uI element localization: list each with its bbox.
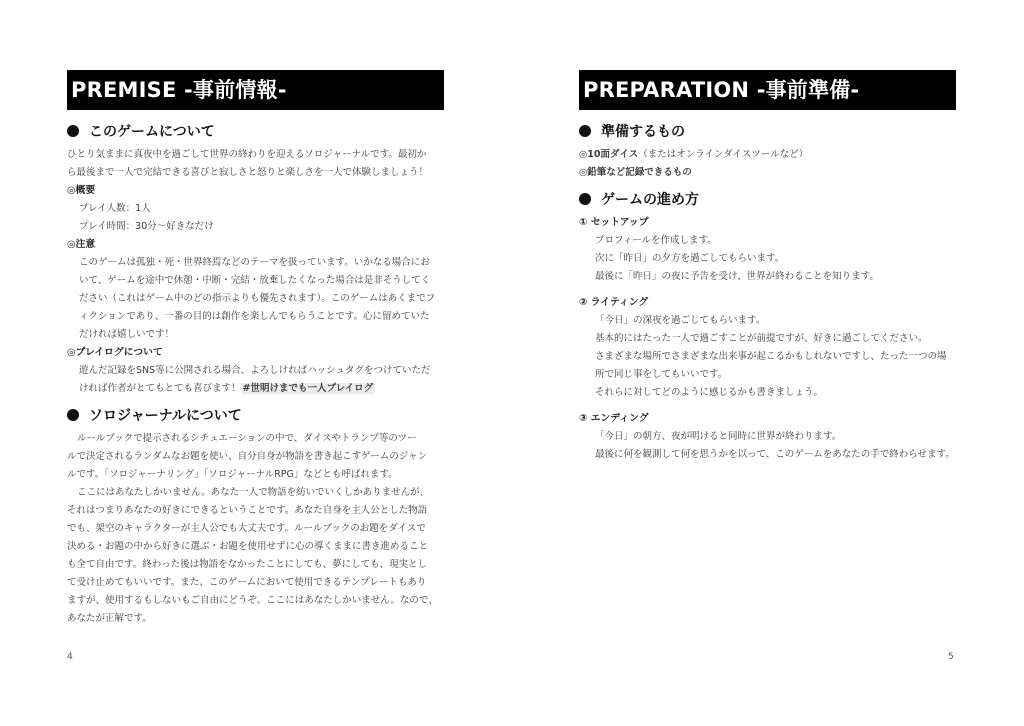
- intro-line: ひとり気ままに真夜中を過ごして世界の終わりを迎えるソロジャーナルです。最初か: [67, 149, 427, 160]
- p2-line: あなたが正解です。: [67, 613, 152, 624]
- step-line: 所で同じ事をしてもいいです。: [595, 369, 728, 380]
- step-ending-body: [579, 428, 959, 464]
- caution-paragraph: [67, 254, 447, 344]
- preparation-banner: PREPARATION -事前準備-: [579, 70, 956, 110]
- playlog-line: [79, 380, 447, 398]
- prepare-list: [579, 146, 959, 182]
- playlog-text: ければ作者がとてもとても喜びます！: [79, 383, 241, 394]
- prepare-item-dice: [579, 146, 959, 164]
- play-time: プレイ時間：30分～好きなだけ: [79, 221, 214, 232]
- p1-line: ルで決定されるランダムなお題を使い、自分自身が物語を書き起こすゲームのジャン: [67, 451, 428, 462]
- step-line: 最後に何を観測して何を思うかを以って、このゲームをあなたの手で終わらせます。: [595, 449, 955, 460]
- step-line: 次に「昨日」の夕方を過ごしてもらいます。: [595, 253, 785, 264]
- premise-banner: PREMISE -事前情報-: [67, 70, 444, 110]
- bullet-icon: [579, 193, 591, 205]
- step-writing-heading: ② ライティング: [579, 297, 649, 308]
- things-to-prepare-heading: [579, 122, 959, 142]
- intro-paragraph: [67, 146, 447, 182]
- overview-list: [67, 200, 447, 236]
- about-game-title: このゲームについて: [89, 124, 215, 140]
- hashtag: #世明けまでも一人プレイログ: [242, 383, 374, 394]
- page-number-left: 4: [67, 652, 73, 662]
- dice-item: ◎10面ダイス: [579, 149, 639, 160]
- how-to-play-title: ゲームの進め方: [601, 192, 699, 208]
- player-count: プレイ人数：1人: [79, 203, 151, 214]
- page-number-right: 5: [948, 652, 954, 662]
- left-content: [67, 122, 447, 628]
- step-setup-body: [579, 232, 959, 286]
- p2-line: 決める・お題の中から好きに選ぶ・お題を使用せずに心の導くままに書き進めること: [67, 541, 429, 552]
- dice-note: （またはオンラインダイスツールなど）: [638, 149, 809, 160]
- caution-line: だければ嬉しいです！: [79, 329, 175, 340]
- step-line: それらに対してどのように感じるかも書きましょう。: [595, 387, 824, 398]
- playlog-heading: ◎プレイログについて: [67, 347, 163, 358]
- caution-heading: ◎注意: [67, 239, 96, 250]
- p1-line: ルです。「ソロジャーナリング」「ソロジャーナルRPG」などとも呼ばれます。: [67, 469, 398, 480]
- p1-line: ルールブックで提示されるシチュエーションの中で、ダイスやトランプ等のツー: [77, 433, 417, 444]
- bullet-icon: [579, 125, 591, 137]
- right-content: [579, 122, 959, 464]
- right-page: [512, 0, 1024, 726]
- caution-line: ださい（これはゲーム中のどの指示よりも優先されます）。このゲームはあくまでフ: [79, 293, 436, 304]
- caution-line: このゲームは孤独・死・世界終焉などのテーマを扱っています。いかなる場合にお: [79, 257, 430, 268]
- bullet-icon: [67, 409, 79, 421]
- step-line: 最後に「昨日」の夜に予告を受け、世界が終わることを知ります。: [595, 271, 879, 282]
- solo-journal-paragraph-1: [67, 430, 447, 484]
- solo-journal-title: ソロジャーナルについて: [89, 408, 242, 424]
- p2-line: も全て自由です。終わった後は物語をなかったことにしても、夢にしても、現実とし: [67, 559, 428, 570]
- step-ending-heading: ③ エンディング: [579, 413, 649, 424]
- step-line: 「今日」の朝方、夜が明けると同時に世界が終わります。: [595, 431, 842, 442]
- playlog-paragraph: [67, 362, 447, 398]
- things-to-prepare-title: 準備するもの: [601, 124, 685, 140]
- prepare-item-pencil: [579, 164, 959, 182]
- intro-line: ら最後まで一人で完結できる喜びと寂しさと怒りと楽しさを一人で体験しましょう！: [67, 167, 429, 178]
- step-setup-heading: ① セットアップ: [579, 217, 649, 228]
- p2-line: ますが、使用するもしないもご自由にどうぞ。ここにはあなたしかいません。なので、: [67, 595, 438, 606]
- caution-line: ィクションであり、一番の目的は創作を楽しんでもらうことです。心に留めていた: [79, 311, 430, 322]
- p2-line: でも、架空のキャラクターが主人公でも大丈夫です。ルールブックのお題をダイスで: [67, 523, 426, 534]
- solo-journal-heading: [67, 406, 447, 426]
- about-game-heading: [67, 122, 447, 142]
- step-line: さまざまな場所でさまざまな出来事が起こるかもしれないですし、たった一つの場: [595, 351, 947, 362]
- step-line: 基本的にはたった一人で過ごすことが前提ですが、好きに過ごしてください。: [595, 333, 928, 344]
- step-line: プロフィールを作成します。: [595, 235, 717, 246]
- bullet-icon: [67, 125, 79, 137]
- pencil-item: ◎鉛筆など記録できるもの: [579, 167, 692, 178]
- caution-line: いて、ゲームを途中で休憩・中断・完結・放棄したくなった場合は是非そうしてく: [79, 275, 431, 286]
- playlog-line: 遊んだ記録をSNS等に公開される場合、よろしければハッシュタグをつけていただ: [79, 365, 431, 376]
- step-writing-body: [579, 312, 959, 402]
- overview-heading: ◎概要: [67, 185, 96, 196]
- solo-journal-paragraph-2: [67, 484, 447, 628]
- p2-line: て受け止めてもいいです。また、このゲームにおいて使用できるテンプレートもあり: [67, 577, 427, 588]
- how-to-play-heading: [579, 190, 959, 210]
- p2-line: それはつまりあなたの好きにできるということです。あなた自身を主人公とした物語: [67, 505, 428, 516]
- step-line: 「今日」の深夜を過ごしてもらいます。: [595, 315, 766, 326]
- p2-line: ここにはあなたしかいません。あなた一人で物語を紡いでいくしかありませんが、: [77, 487, 430, 498]
